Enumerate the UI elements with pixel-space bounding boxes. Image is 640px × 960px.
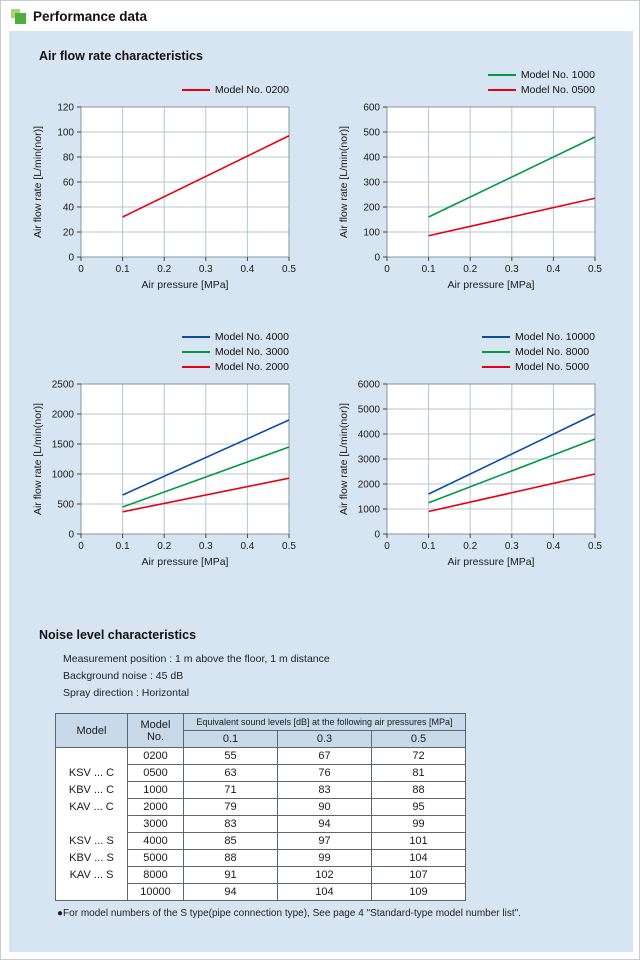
airflow-section-title: Air flow rate characteristics — [39, 49, 203, 63]
sound-level-cell: 76 — [278, 765, 372, 782]
chart-model-10000-8000-5000 — [335, 331, 613, 570]
sound-level-cell: 88 — [184, 850, 278, 867]
legend-label: Model No. 8000 — [515, 346, 590, 358]
svg-text:2000: 2000 — [357, 479, 380, 491]
legend-line-swatch — [182, 336, 210, 338]
svg-text:0.5: 0.5 — [588, 264, 602, 275]
noise-section-title: Noise level characteristics — [39, 628, 197, 642]
chart-plot — [29, 376, 307, 570]
svg-text:0.5: 0.5 — [588, 541, 602, 552]
model-group-line: KAV ... C — [69, 800, 114, 813]
legend-label: Model No. 2000 — [214, 361, 289, 373]
svg-text:6000: 6000 — [357, 379, 380, 391]
svg-text:0.2: 0.2 — [157, 541, 172, 552]
col-header-pressure-01: 0.1 — [184, 731, 278, 748]
svg-text:100: 100 — [363, 227, 380, 239]
svg-text:5000: 5000 — [357, 404, 380, 416]
svg-text:0.4: 0.4 — [546, 541, 561, 552]
svg-text:0.1: 0.1 — [421, 264, 436, 275]
svg-text:0.4: 0.4 — [240, 264, 255, 275]
icon-front-square — [15, 13, 26, 24]
legend-line-swatch — [182, 366, 210, 368]
model-group-line: KBV ... C — [68, 783, 115, 796]
svg-text:0: 0 — [78, 541, 84, 552]
svg-text:300: 300 — [363, 177, 380, 189]
sound-level-cell: 94 — [184, 884, 278, 901]
legend-line-swatch — [182, 351, 210, 353]
svg-text:200: 200 — [363, 202, 380, 214]
sound-level-cell: 81 — [372, 765, 466, 782]
svg-text:Air flow rate [L/min(nor)]: Air flow rate [L/min(nor)] — [32, 125, 44, 239]
chart-legend — [482, 331, 595, 373]
model-no-cell: 2000 — [128, 799, 184, 816]
sound-level-cell: 90 — [278, 799, 372, 816]
sound-level-cell: 101 — [372, 833, 466, 850]
legend-item — [482, 346, 595, 358]
svg-text:20: 20 — [62, 227, 74, 239]
legend-item — [482, 361, 595, 373]
svg-text:0: 0 — [384, 264, 390, 275]
footnote: ●For model numbers of the S type(pipe connection type), See page 4 "Standard-type model number list". — [57, 908, 521, 919]
svg-text:0: 0 — [78, 264, 84, 275]
svg-text:500: 500 — [363, 127, 380, 139]
sound-level-cell: 88 — [372, 782, 466, 799]
legend-line-swatch — [482, 351, 510, 353]
svg-text:2000: 2000 — [51, 409, 74, 421]
sound-level-cell: 94 — [278, 816, 372, 833]
sound-level-cell: 55 — [184, 748, 278, 765]
legend-label: Model No. 3000 — [214, 346, 289, 358]
legend-label: Model No. 4000 — [214, 331, 289, 343]
svg-text:0.5: 0.5 — [282, 264, 296, 275]
legend-line-swatch — [482, 336, 510, 338]
sound-level-cell: 85 — [184, 833, 278, 850]
svg-text:500: 500 — [57, 499, 74, 511]
col-header-pressure-03: 0.3 — [278, 731, 372, 748]
svg-text:0.1: 0.1 — [115, 541, 130, 552]
svg-text:Air pressure [MPa]: Air pressure [MPa] — [447, 279, 535, 291]
svg-text:Air flow rate [L/min(nor)]: Air flow rate [L/min(nor)] — [338, 402, 350, 516]
chart-model-4000-3000-2000 — [29, 331, 307, 570]
col-header-model-no: Model No. — [128, 714, 184, 748]
sound-level-cell: 79 — [184, 799, 278, 816]
condition-line: Spray direction : Horizontal — [63, 687, 190, 699]
svg-text:0: 0 — [68, 252, 74, 264]
svg-text:Air flow rate [L/min(nor)]: Air flow rate [L/min(nor)] — [338, 125, 350, 239]
legend-label: Model No. 0200 — [214, 84, 289, 96]
svg-text:3000: 3000 — [357, 454, 380, 466]
svg-text:80: 80 — [62, 152, 74, 164]
svg-text:600: 600 — [363, 102, 380, 114]
svg-text:2500: 2500 — [51, 379, 74, 391]
sound-level-cell: 72 — [372, 748, 466, 765]
sound-level-cell: 83 — [184, 816, 278, 833]
noise-table-body — [56, 748, 466, 901]
sound-level-cell: 67 — [278, 748, 372, 765]
sound-level-cell: 91 — [184, 867, 278, 884]
svg-text:0: 0 — [384, 541, 390, 552]
sound-level-cell: 102 — [278, 867, 372, 884]
legend-item — [182, 84, 289, 96]
svg-text:Air pressure [MPa]: Air pressure [MPa] — [141, 556, 229, 568]
legend-label: Model No. 10000 — [515, 331, 595, 343]
legend-line-swatch — [182, 89, 210, 91]
legend-line-swatch — [488, 89, 516, 91]
chart-legend — [182, 84, 289, 96]
svg-text:0.2: 0.2 — [157, 264, 172, 275]
svg-text:0.4: 0.4 — [240, 541, 255, 552]
sound-level-cell: 83 — [278, 782, 372, 799]
legend-item — [488, 69, 595, 81]
model-group-line: KBV ... S — [69, 851, 114, 864]
model-no-cell: 0200 — [128, 748, 184, 765]
model-no-cell: 5000 — [128, 850, 184, 867]
svg-text:4000: 4000 — [357, 429, 380, 441]
legend-label: Model No. 1000 — [520, 69, 595, 81]
chart-plot — [29, 99, 307, 293]
section-marker-icon — [11, 9, 26, 24]
chart-model-1000-0500 — [335, 69, 613, 293]
chart-plot — [335, 99, 613, 293]
chart-model-0200 — [29, 84, 307, 293]
model-group-line: KAV ... S — [69, 868, 114, 881]
sound-level-cell: 107 — [372, 867, 466, 884]
model-no-cell: 3000 — [128, 816, 184, 833]
svg-text:60: 60 — [62, 177, 74, 189]
svg-text:100: 100 — [57, 127, 74, 139]
svg-text:Air flow rate [L/min(nor)]: Air flow rate [L/min(nor)] — [32, 402, 44, 516]
condition-line: Background noise : 45 dB — [63, 670, 184, 682]
model-no-cell: 0500 — [128, 765, 184, 782]
chart-legend — [488, 69, 595, 96]
legend-item — [182, 346, 289, 358]
svg-text:120: 120 — [57, 102, 74, 114]
svg-text:0: 0 — [68, 529, 74, 541]
col-header-pressure-05: 0.5 — [372, 731, 466, 748]
svg-text:1000: 1000 — [51, 469, 74, 481]
svg-text:Air pressure [MPa]: Air pressure [MPa] — [447, 556, 535, 568]
sound-level-cell: 63 — [184, 765, 278, 782]
noise-table — [55, 713, 466, 901]
model-no-cell: 1000 — [128, 782, 184, 799]
model-no-cell: 8000 — [128, 867, 184, 884]
legend-item — [482, 331, 595, 343]
table-row — [56, 748, 466, 765]
noise-conditions — [63, 651, 613, 702]
sound-level-cell: 95 — [372, 799, 466, 816]
legend-label: Model No. 5000 — [515, 361, 590, 373]
svg-text:1500: 1500 — [51, 439, 74, 451]
svg-text:0.2: 0.2 — [463, 264, 478, 275]
svg-text:Air pressure [MPa]: Air pressure [MPa] — [141, 279, 229, 291]
svg-text:1000: 1000 — [357, 504, 380, 516]
sound-level-cell: 104 — [372, 850, 466, 867]
model-group-cell — [56, 748, 128, 901]
legend-item — [182, 361, 289, 373]
model-no-cell: 10000 — [128, 884, 184, 901]
legend-line-swatch — [482, 366, 510, 368]
content-panel — [9, 31, 633, 952]
condition-line: Measurement position : 1 m above the floor, 1 m distance — [63, 653, 330, 665]
chart-plot — [335, 376, 613, 570]
chart-legend — [182, 331, 289, 373]
sound-level-cell: 99 — [372, 816, 466, 833]
sound-level-cell: 97 — [278, 833, 372, 850]
legend-item — [182, 331, 289, 343]
sound-level-cell: 99 — [278, 850, 372, 867]
sound-level-cell: 109 — [372, 884, 466, 901]
legend-label: Model No. 0500 — [520, 84, 595, 96]
col-header-sound-levels: Equivalent sound levels [dB] at the following air pressures [MPa] — [184, 714, 466, 731]
page-header — [1, 1, 639, 31]
svg-text:0.3: 0.3 — [198, 541, 213, 552]
svg-text:0.3: 0.3 — [198, 264, 213, 275]
svg-text:0.1: 0.1 — [115, 264, 130, 275]
model-group-line: KSV ... C — [68, 766, 115, 779]
svg-text:40: 40 — [62, 202, 74, 214]
svg-text:0.4: 0.4 — [546, 264, 561, 275]
svg-text:0: 0 — [374, 529, 380, 541]
sound-level-cell: 71 — [184, 782, 278, 799]
page-title: Performance data — [33, 8, 148, 24]
model-group-line: KSV ... S — [69, 834, 114, 847]
model-group-line — [59, 816, 124, 833]
svg-text:0.1: 0.1 — [421, 541, 436, 552]
svg-text:400: 400 — [363, 152, 380, 164]
svg-text:0.3: 0.3 — [504, 264, 519, 275]
svg-text:0.5: 0.5 — [282, 541, 296, 552]
model-no-cell: 4000 — [128, 833, 184, 850]
svg-text:0.2: 0.2 — [463, 541, 478, 552]
svg-text:0.3: 0.3 — [504, 541, 519, 552]
charts-grid — [29, 69, 613, 570]
legend-item — [488, 84, 595, 96]
sound-level-cell: 104 — [278, 884, 372, 901]
legend-line-swatch — [488, 74, 516, 76]
svg-text:0: 0 — [374, 252, 380, 264]
col-header-model: Model — [56, 714, 128, 748]
